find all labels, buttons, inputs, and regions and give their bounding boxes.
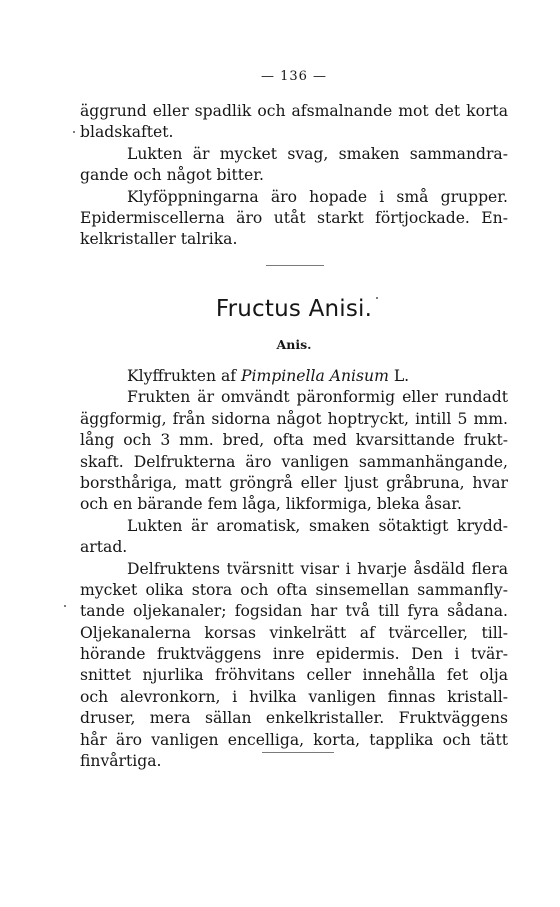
text-line: Lukten är aromatisk, smaken sötaktigt krydd- [127,516,508,535]
paragraph-stomata [80,187,508,251]
species-name: Pimpinella Anisum [241,367,389,385]
scan-speck [376,297,378,299]
text-line: äggformig, från sidorna något hoptryckt, intill 5 mm. [80,409,508,428]
paragraph-smell-taste [80,516,508,559]
paragraph-cross-section [80,559,508,773]
intro-text: Klyffrukten af [127,367,241,385]
text-line: skaft. Delfrukterna äro vanligen sammanhängande, [80,452,508,471]
paragraph-fruit-description [80,387,508,515]
text-line: och alevronkorn, i hvilka vanligen finnas kristall- [80,687,508,706]
text-line: hår äro vanligen encelliga, korta, tapplika och tätt [80,730,508,749]
text-line: tande oljekanaler; fogsidan har två till fyra sådana. [80,602,508,621]
text-line: mycket olika stora och ofta sinsemellan sammanfly- [80,580,508,599]
text-line: Klyföppningarna äro hopade i små grupper. [127,187,508,206]
end-divider [262,752,334,753]
author-abbrev: L. [388,367,410,385]
scan-speck [64,605,66,607]
section-subtitle: Anis. [276,337,312,352]
text-line: druser, mera sällan enkelkristaller. Fruktväggens [80,709,508,728]
text-line: borsthåriga, matt gröngrå eller ljust gråbruna, hvar [80,473,508,492]
text-line: äggrund eller spadlik och afsmalnande mot det korta [80,102,508,120]
section-title: Fructus Anisi. [215,296,373,322]
text-line: lång och 3 mm. bred, ofta med kvarsittande frukt- [80,431,508,450]
text-line: Oljekanalerna korsas vinkelrätt af tvärceller, till- [80,623,508,642]
intro-line [80,366,508,387]
paragraph-leaf-shape [80,101,508,144]
text-line: Delfruktens tvärsnitt visar i hvarje åsdäld flera [127,559,508,578]
text-line: artad. [80,538,128,557]
text-line: finvårtiga. [80,752,162,771]
text-line: hörande fruktväggens inre epidermis. Den i tvär- [80,645,508,664]
text-line: Lukten är mycket svag, smaken sammandra- [127,144,508,163]
text-block-top [80,101,508,251]
text-line: bladskaftet. [80,123,174,142]
text-line: Epidermiscellerna äro utåt starkt förtjockade. En- [80,208,508,227]
text-line: kelkristaller talrika. [80,230,238,249]
text-line: gande och något bitter. [80,166,264,185]
text-block-anisi [80,366,508,772]
text-line: snittet njurlika fröhvitans celler innehålla fet olja [80,666,508,685]
text-line: Frukten är omvändt päronformig eller rundadt [127,388,508,407]
paragraph-taste [80,144,508,187]
page-number: — 136 — [260,69,328,84]
section-divider [266,265,324,266]
scan-speck [73,131,75,133]
text-line: och en bärande fem låga, likformiga, bleka åsar. [80,495,463,514]
